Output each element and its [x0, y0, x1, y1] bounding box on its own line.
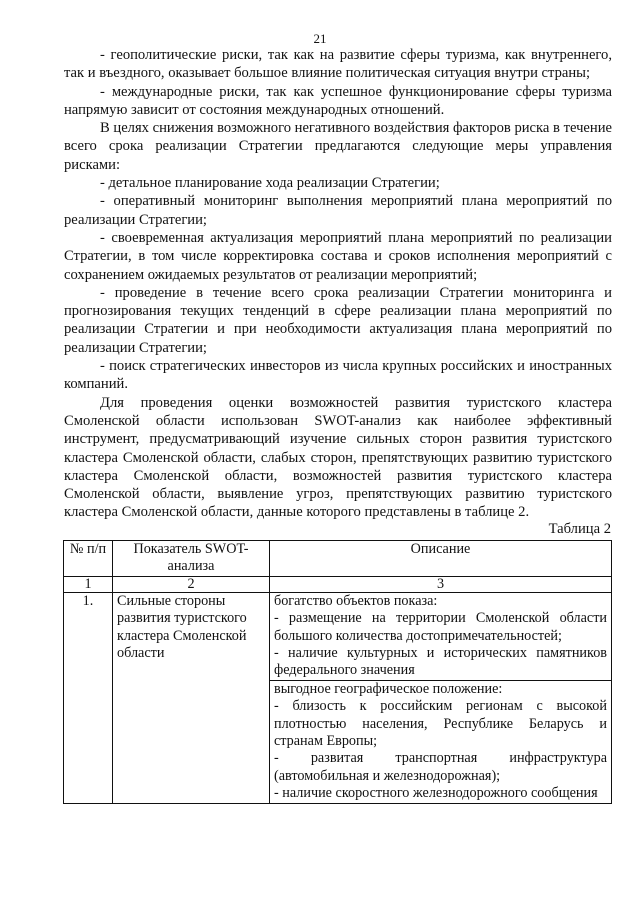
index-cell: 1	[64, 576, 113, 592]
description-line: - наличие культурных и исторических памятников федерального значения	[274, 645, 607, 679]
table-index-row	[64, 576, 612, 592]
row-number: 1.	[64, 592, 113, 803]
page-number: 21	[313, 31, 327, 46]
paragraph-operational-monitoring: - оперативный мониторинг выполнения мероприятий плана мероприятий по реализации Стратегии;	[64, 193, 612, 228]
paragraph-international-risks: - международные риски, так как успешное функционирование сферы туризма напрямую зависит от состояния международных отношений.	[64, 83, 612, 118]
header-description: Описание	[270, 541, 612, 577]
description-block-geography	[270, 680, 612, 803]
body-text	[64, 46, 612, 522]
header-number: № п/п	[64, 541, 113, 577]
index-cell: 2	[113, 576, 270, 592]
description-line: выгодное географическое положение:	[274, 680, 503, 697]
table-caption: Таблица 2	[548, 521, 611, 537]
header-indicator: Показатель SWOT-анализа	[113, 541, 270, 577]
paragraph-risk-measures-intro: В целях снижения возможного негативного воздействия факторов риска в течение всего срока реализации Стратегии предлагаются следующие меры управления рисками:	[64, 120, 612, 173]
paragraph-forecasting: - проведение в течение всего срока реализации Стратегии мониторинга и прогнозирования текущих тенденций в сфере реализации плана мероприятий по реализации Стратегии и при необходимости актуализация плана мероприятий по реализации Стратегии;	[64, 284, 612, 356]
row-indicator: Сильные стороны развития туристского кластера Смоленской области	[113, 592, 270, 803]
table-header-row	[64, 541, 612, 577]
description-block-attractions	[270, 592, 612, 680]
swot-table	[63, 540, 612, 804]
paragraph-swot-intro: Для проведения оценки возможностей развития туристского кластера Смоленской области использован SWOT-анализ как наиболее эффективный инструмент, предусматривающий изучение сильных сторон развития туристского кластера Смоленской области, слабых сторон, препятствующих развитию туристского кластера Смоленской области, возможностей развития туристского кластера Смоленской области, выявление угроз, препятствующих развитию туристского кластера Смоленской области, данные которого представлены в таблице 2.	[64, 394, 612, 521]
description-line: - наличие скоростного железнодорожного сообщения	[274, 785, 598, 802]
paragraph-detailed-planning: - детальное планирование хода реализации Стратегии;	[100, 175, 440, 192]
paragraph-timely-update: - своевременная актуализация мероприятий плана мероприятий по реализации Стратегии, в том числе корректировка состава и сроков исполнения мероприятий с сохранением ожидаемых результатов от реализации мероприятий;	[64, 229, 612, 283]
paragraph-geopolitical-risks: - геополитические риски, так как на развитие сферы туризма, как внутреннего, так и въездного, оказывает большое влияние политическая ситуация внутри страны;	[64, 47, 612, 82]
description-line: - развитая транспортная инфраструктура (автомобильная и железнодорожная);	[274, 750, 607, 784]
description-line: богатство объектов показа:	[274, 592, 438, 609]
index-cell: 3	[270, 576, 612, 592]
table-row	[64, 592, 612, 680]
description-line: - размещение на территории Смоленской области большого количества достопримечательностей;	[274, 610, 607, 644]
description-line: - близость к российским регионам с высокой плотностью населения, Республике Беларусь и странам Европы;	[274, 698, 607, 750]
paragraph-investors: - поиск стратегических инвесторов из числа крупных российских и иностранных компаний.	[64, 358, 612, 393]
